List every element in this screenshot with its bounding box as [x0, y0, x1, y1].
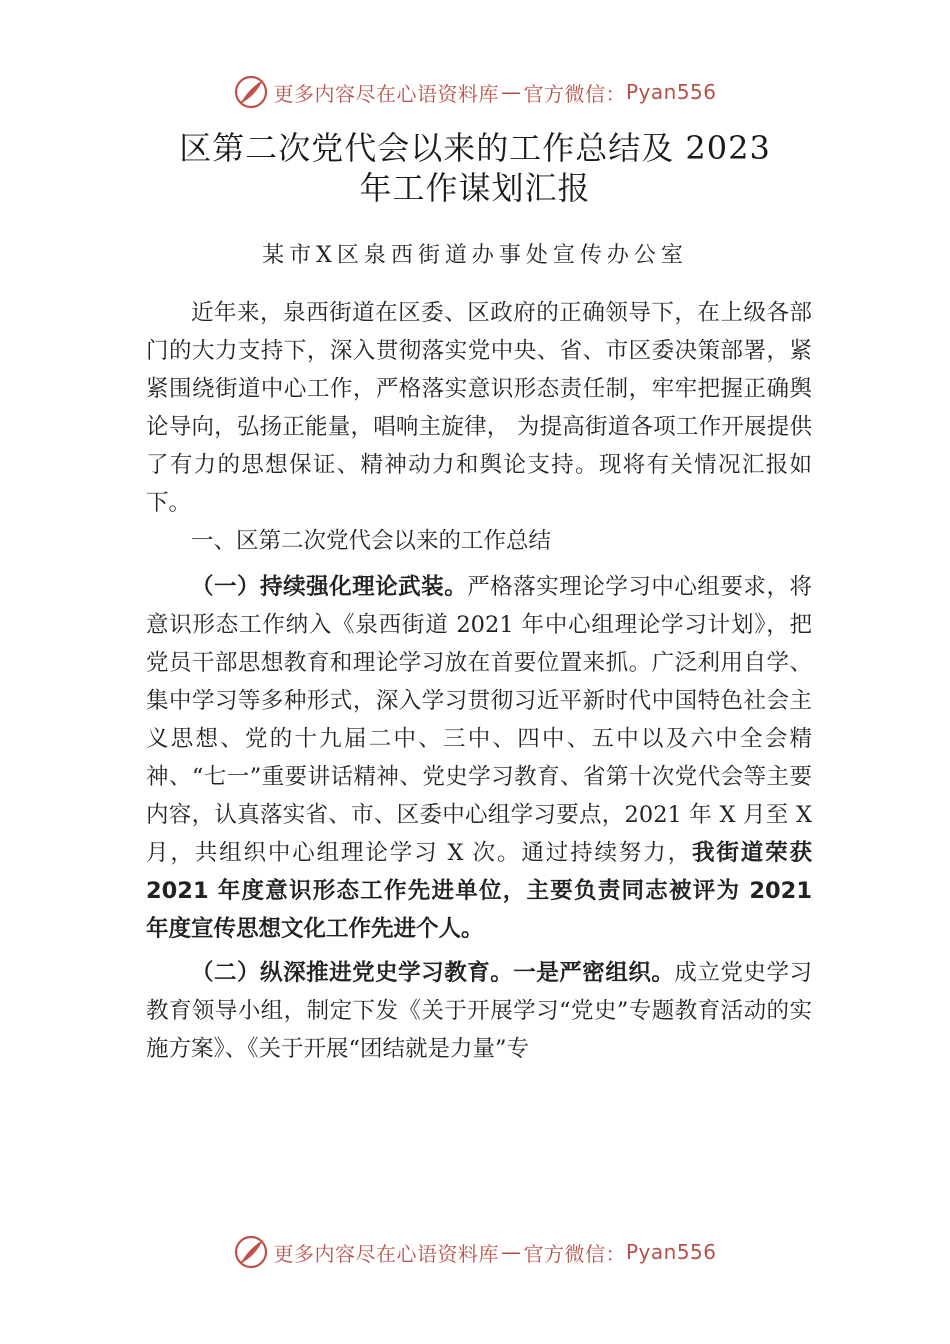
watermark-text: 更多内容尽在心语资料库: [273, 81, 499, 106]
title-line-2: 年工作谋划汇报: [359, 169, 591, 207]
watermark-contact-id: Pyan556: [625, 80, 717, 104]
paragraph-1-lead: （一）持续强化理论武装。: [191, 574, 468, 600]
title-line-1: 区第二次党代会以来的工作总结及 2023: [179, 129, 771, 167]
watermark-text: 更多内容尽在心语资料库: [273, 1241, 499, 1266]
watermark-header: [0, 72, 950, 112]
paragraph-2: [146, 954, 812, 1068]
watermark-footer: [0, 1232, 950, 1272]
watermark-dash: —: [500, 80, 522, 104]
intro-paragraph: 近年来，泉西街道在区委、区政府的正确领导下，在上级各部门的大力支持下，深入贯彻落实党中央、省、市区委决策部署，紧紧围绕街道中心工作，严格落实意识形态责任制，牢牢把握正确舆论导向，弘扬正能量，唱响主旋律， 为提高街道各项工作开展提供了有力的思想保证、精神动力和舆论支持。现将有关情况汇报如下。: [146, 300, 812, 516]
paragraph-1: [146, 568, 812, 948]
watermark-contact-id: Pyan556: [625, 1240, 717, 1264]
paragraph-1-highlight: 我街道荣获 2021 年度意识形态工作先进单位，主要负责同志被评为 2021 年度宣传思想文化工作先进个人。: [146, 840, 812, 942]
feather-logo-icon: [233, 1234, 269, 1270]
watermark-contact-label: 官方微信：: [523, 81, 626, 106]
watermark-dash: —: [500, 1240, 522, 1264]
document-body: [146, 294, 812, 1068]
document-subtitle: 某市X区泉西街道办事处宣传办公室: [262, 243, 688, 268]
section-heading-1: 一、区第二次党代会以来的工作总结: [191, 528, 552, 554]
watermark-contact-label: 官方微信：: [523, 1241, 626, 1266]
feather-logo-icon: [233, 74, 269, 110]
paragraph-2-lead: （二）纵深推进党史学习教育。一是严密组织。: [191, 960, 675, 986]
paragraph-2-text: 成立党史学习教育领导小组，制定下发《关于开展学习“党史”专题教育活动的实施方案》、《关于开展“团结就是力量”专: [146, 960, 812, 1062]
paragraph-1-text: 严格落实理论学习中心组要求，将意识形态工作纳入《泉西街道 2021 年中心组理论学习计划》，把党员干部思想教育和理论学习放在首要位置来抓。广泛利用自学、集中学习等多种形式，深入学习贯彻习近平新时代中国特色社会主义思想、党的十九届二中、三中、四中、五中以及六中全会精神、“七一”重要讲话精神、党史学习教育、省第十次党代会等主要内容，认真落实省、市、区委中心组学习要点，2021 年 X 月至 X 月，共组织中心组理论学习 X 次。通过持续努力，: [146, 574, 812, 866]
document-title: [60, 128, 890, 208]
